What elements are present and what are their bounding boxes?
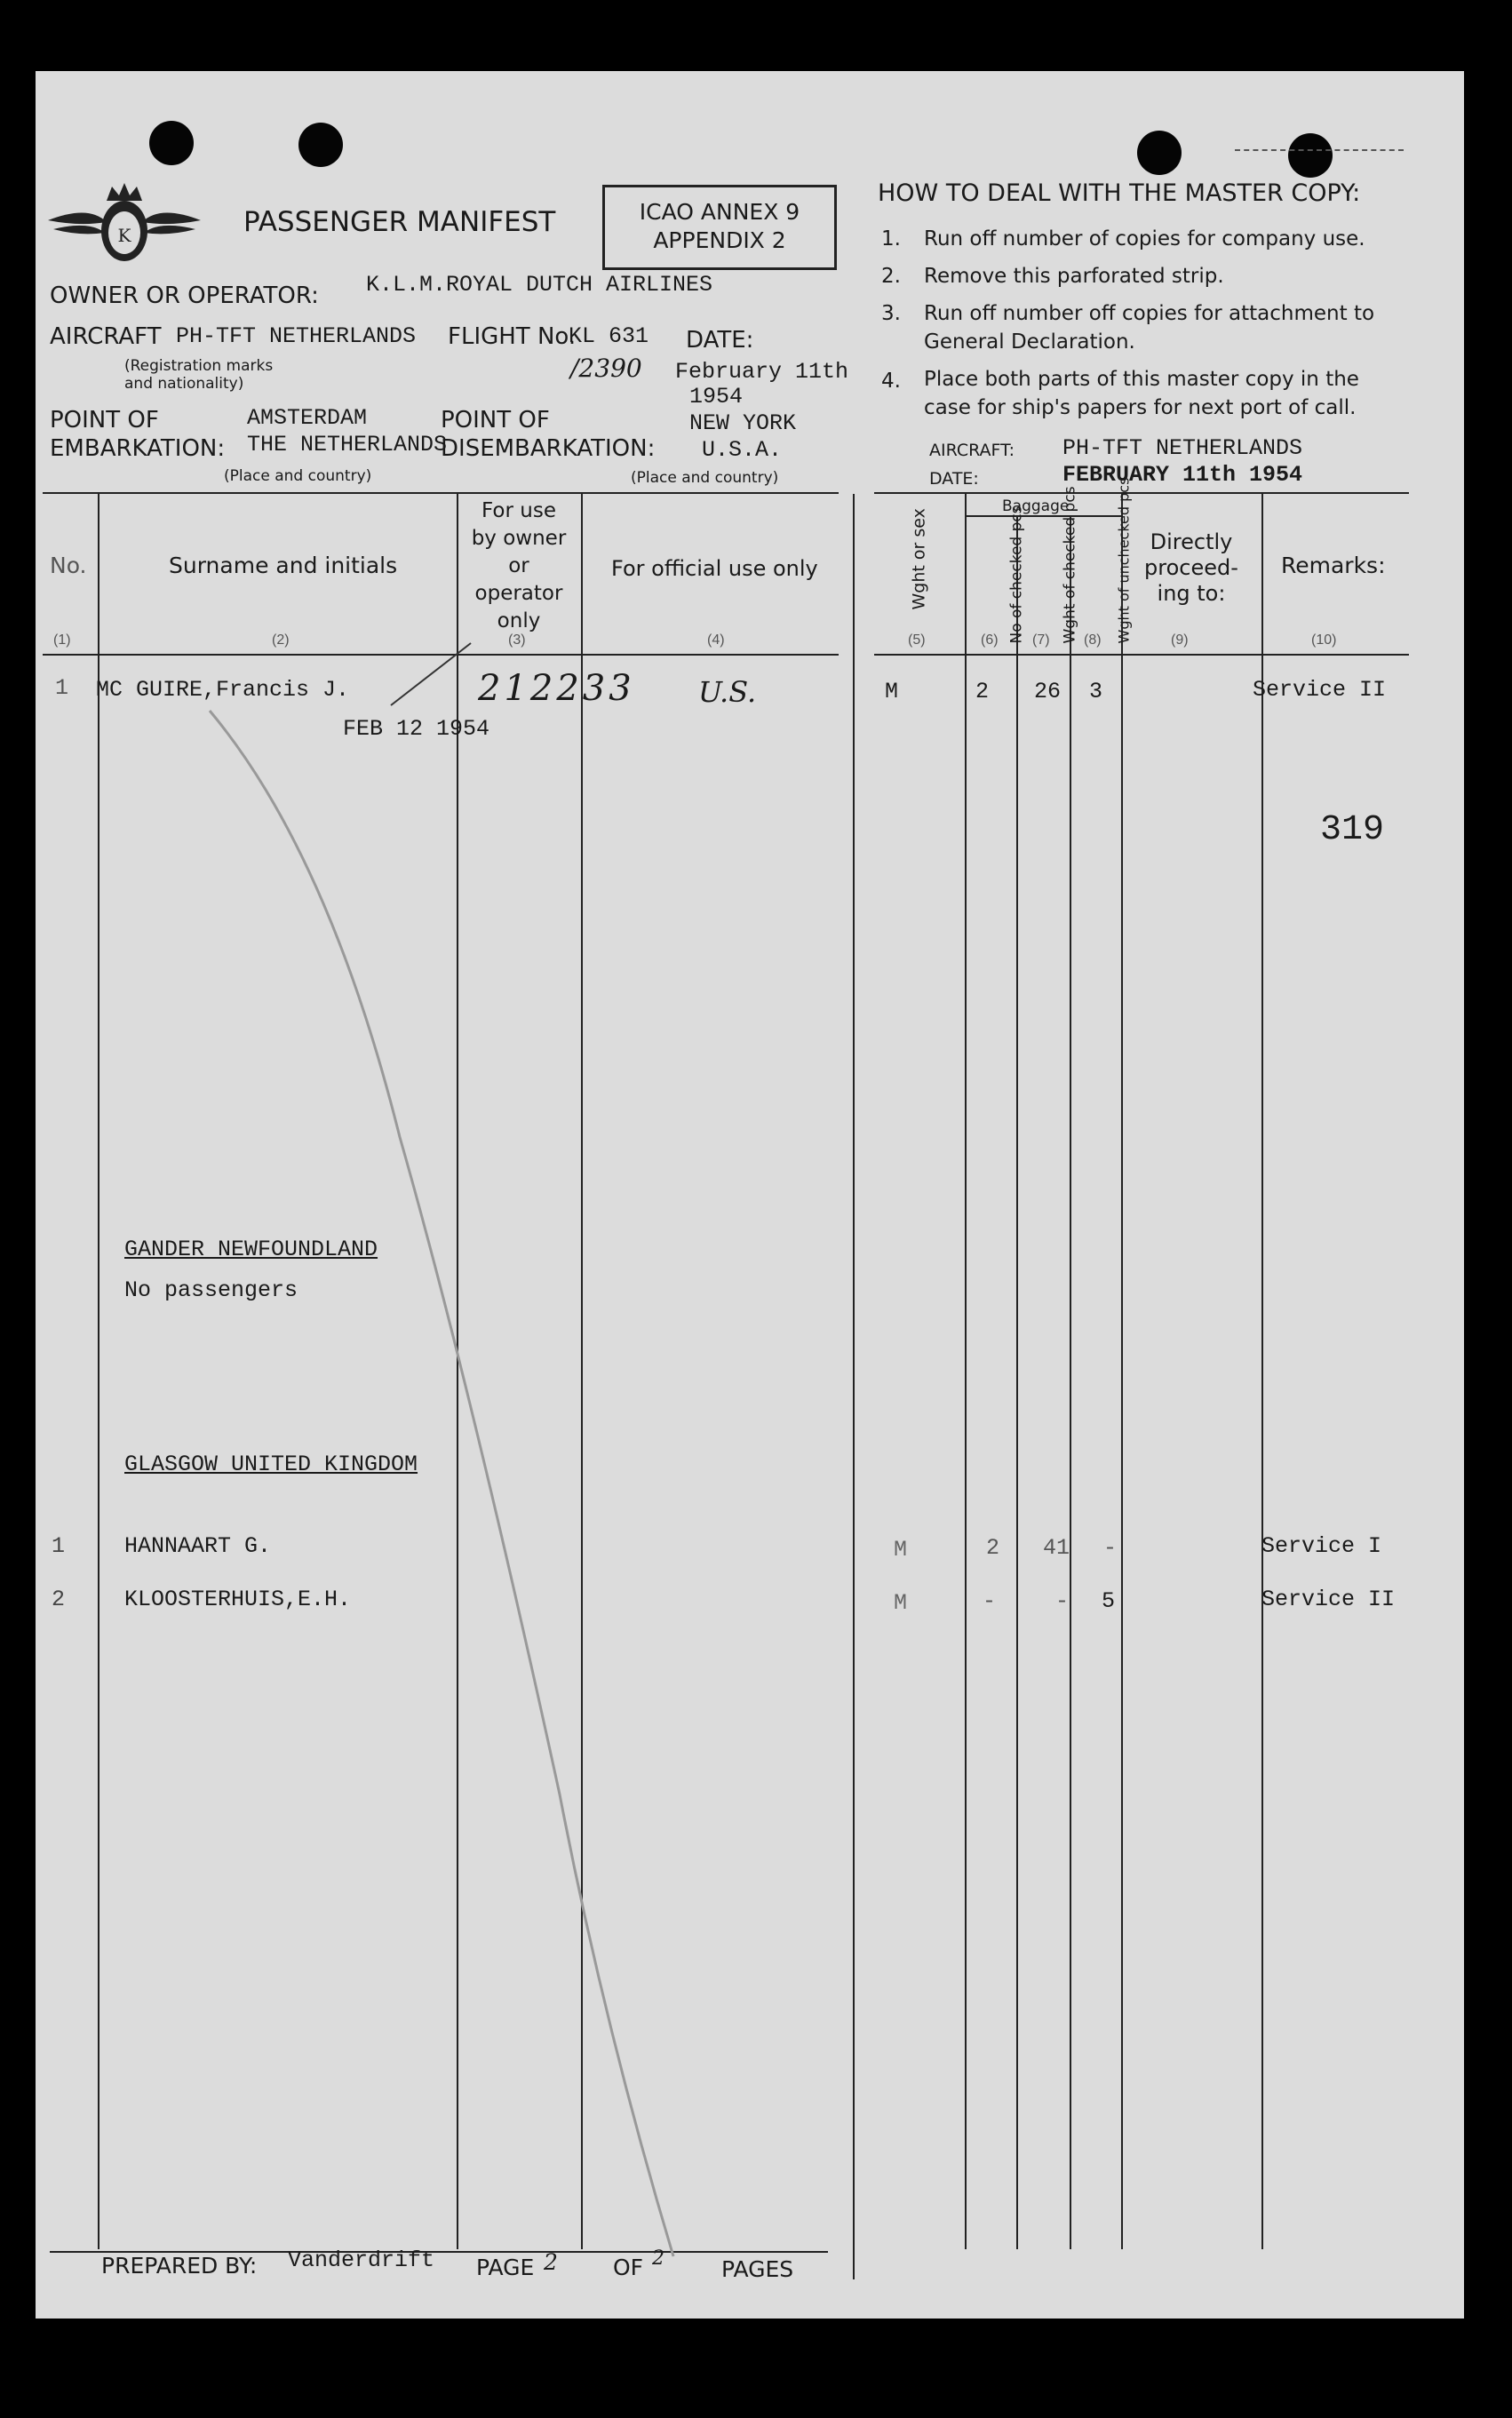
row-no: 2 — [52, 1587, 66, 1612]
row-official: U.S. — [698, 675, 757, 709]
svg-text:K: K — [117, 225, 131, 246]
row-unchecked: 5 — [1102, 1588, 1116, 1614]
disembarkation-label: DISEMBARKATION: — [441, 435, 656, 462]
row-checked-pcs: - — [983, 1588, 997, 1614]
icao-annex-line: ICAO ANNEX 9 — [639, 199, 800, 225]
row-checked-pcs: 2 — [975, 679, 990, 704]
col-header-baggage: Baggage — [1002, 497, 1070, 515]
col-divider — [1016, 515, 1018, 2249]
col-number: (6) — [981, 632, 999, 648]
col-number: (4) — [707, 632, 725, 648]
punch-hole — [1288, 133, 1333, 178]
header-bottom-rule — [874, 654, 1409, 656]
col-number: (5) — [908, 632, 926, 648]
aircraft-note: and nationality) — [124, 375, 244, 393]
instruction-num: 4. — [881, 370, 901, 393]
instructions-title: HOW TO DEAL WITH THE MASTER COPY: — [878, 179, 1361, 207]
date-value: February 11th — [675, 359, 849, 385]
embarkation-value: AMSTERDAM — [247, 405, 368, 431]
col-header-no: No. — [50, 553, 87, 578]
of-value: 2 — [652, 2247, 664, 2270]
copy-date-label: DATE: — [929, 469, 979, 489]
owner-value: K.L.M.ROYAL DUTCH AIRLINES — [366, 272, 713, 298]
row-owner-use: 212233 — [478, 668, 635, 709]
col-header-checked-pcs: No of checked pcs — [1007, 505, 1026, 644]
baggage-rule — [965, 515, 1121, 517]
col-header-line: For use — [481, 499, 556, 522]
icao-annex-box — [602, 185, 837, 270]
copy-date-value: FEBRUARY 11th 1954 — [1062, 462, 1303, 488]
prepared-by-value: Vanderdrift — [288, 2247, 435, 2273]
owner-label: OWNER OR OPERATOR: — [50, 282, 319, 309]
embarkation-label: EMBARKATION: — [50, 435, 226, 462]
row-name: MC GUIRE,Francis J. — [96, 677, 350, 703]
col-divider — [1121, 494, 1123, 2249]
instruction-text: Remove this parforated strip. — [924, 265, 1224, 288]
col-header-proceeding — [1123, 529, 1260, 607]
col-header-surname: Surname and initials — [169, 553, 398, 578]
row-sex: M — [894, 1590, 908, 1616]
disembarkation-value: NEW YORK — [689, 410, 797, 436]
flight-label: FLIGHT No. — [448, 323, 577, 350]
aircraft-label: AIRCRAFT — [50, 323, 162, 350]
instruction-num: 2. — [881, 265, 901, 288]
col-header-weight-sex: Wght or sex — [909, 508, 929, 610]
klm-crown-logo-icon — [44, 178, 204, 275]
instruction-num: 1. — [881, 227, 901, 251]
section-note-gander: No passengers — [124, 1277, 298, 1303]
page-title: PASSENGER MANIFEST — [243, 206, 556, 238]
col-header-line: proceed- — [1144, 555, 1238, 580]
col-divider — [965, 494, 967, 2249]
col-number: (3) — [508, 632, 526, 648]
row-remarks: Service II — [1261, 1587, 1396, 1612]
col-header-line: by owner — [471, 527, 567, 550]
table-top-rule — [874, 492, 1409, 494]
section-heading-glasgow: GLASGOW UNITED KINGDOM — [124, 1452, 418, 1477]
instruction-text: Run off number off copies for attachment to — [924, 302, 1375, 325]
date-label: DATE: — [686, 327, 754, 354]
instruction-num: 3. — [881, 302, 901, 325]
place-note: (Place and country) — [631, 469, 779, 487]
page-number: 319 — [1320, 810, 1385, 850]
col-number: (1) — [53, 632, 71, 648]
row-no: 1 — [52, 1533, 66, 1559]
col-header-official: For official use only — [611, 556, 818, 581]
place-note: (Place and country) — [224, 467, 372, 485]
table-top-rule — [43, 492, 839, 494]
col-header-line: only — [497, 609, 541, 632]
disembarkation-value: U.S.A. — [702, 437, 783, 463]
col-header-line: or — [508, 554, 529, 577]
icao-appendix-line: APPENDIX 2 — [653, 227, 786, 253]
copy-aircraft-label: AIRCRAFT: — [929, 441, 1015, 460]
row-remarks: Service II — [1253, 677, 1387, 703]
instruction-text: Place both parts of this master copy in the — [924, 368, 1359, 391]
col-number: (8) — [1084, 632, 1102, 648]
prepared-by-label: PREPARED BY: — [101, 2253, 258, 2279]
aircraft-value: PH-TFT NETHERLANDS — [176, 323, 417, 349]
col-header-line: ing to: — [1157, 581, 1226, 606]
col-header-unchecked-wght: Wght of unchecked pcs — [1115, 477, 1133, 644]
col-divider — [853, 494, 855, 2279]
instruction-text: case for ship's papers for next port of call. — [924, 396, 1357, 419]
of-label: OF — [613, 2255, 644, 2280]
disembarkation-label: POINT OF — [441, 407, 550, 433]
row-no: 1 — [55, 675, 69, 701]
instruction-text: Run off number of copies for company use. — [924, 227, 1365, 251]
row-checked-wght: - — [1055, 1588, 1070, 1614]
col-divider — [1261, 494, 1263, 2249]
aircraft-note: (Registration marks — [124, 357, 274, 375]
col-divider — [98, 494, 99, 2249]
col-header-line: operator — [474, 582, 563, 605]
col-header-checked-wght: Wght of checked pcs — [1061, 486, 1079, 644]
row-name: HANNAART G. — [124, 1533, 272, 1559]
col-number: (2) — [272, 632, 290, 648]
date-stamp: FEB 12 1954 — [343, 716, 490, 742]
embarkation-value: THE NETHERLANDS — [247, 432, 448, 457]
col-header-remarks: Remarks: — [1281, 553, 1386, 578]
page-value: 2 — [544, 2249, 558, 2275]
col-header-owner-use — [458, 497, 579, 635]
instruction-text: General Declaration. — [924, 330, 1135, 354]
col-number: (10) — [1311, 632, 1337, 648]
punch-hole — [1137, 131, 1182, 175]
col-number: (9) — [1171, 632, 1189, 648]
row-remarks: Service I — [1261, 1533, 1382, 1559]
punch-hole — [149, 121, 194, 165]
row-checked-wght: 41 — [1043, 1535, 1070, 1561]
copy-aircraft-value: PH-TFT NETHERLANDS — [1062, 435, 1303, 461]
punch-hole — [298, 123, 343, 167]
row-sex: M — [894, 1537, 908, 1563]
row-unchecked: 3 — [1089, 679, 1103, 704]
perforation-line — [1235, 149, 1404, 151]
row-sex: M — [885, 679, 899, 704]
row-name: KLOOSTERHUIS,E.H. — [124, 1587, 352, 1612]
date-value: 1954 — [689, 384, 744, 410]
pages-label: PAGES — [721, 2256, 794, 2282]
row-unchecked: - — [1103, 1535, 1118, 1561]
col-header-line: Directly — [1150, 529, 1233, 554]
embarkation-label: POINT OF — [50, 407, 159, 433]
section-heading-gander: GANDER NEWFOUNDLAND — [124, 1237, 378, 1262]
col-divider — [1070, 515, 1071, 2249]
row-checked-pcs: 2 — [986, 1535, 1000, 1561]
page-label: PAGE — [476, 2255, 535, 2280]
row-checked-wght: 26 — [1034, 679, 1062, 704]
flight-value-handwritten: /2390 — [570, 354, 642, 383]
col-number: (7) — [1032, 632, 1050, 648]
flight-value: KL 631 — [569, 323, 649, 349]
